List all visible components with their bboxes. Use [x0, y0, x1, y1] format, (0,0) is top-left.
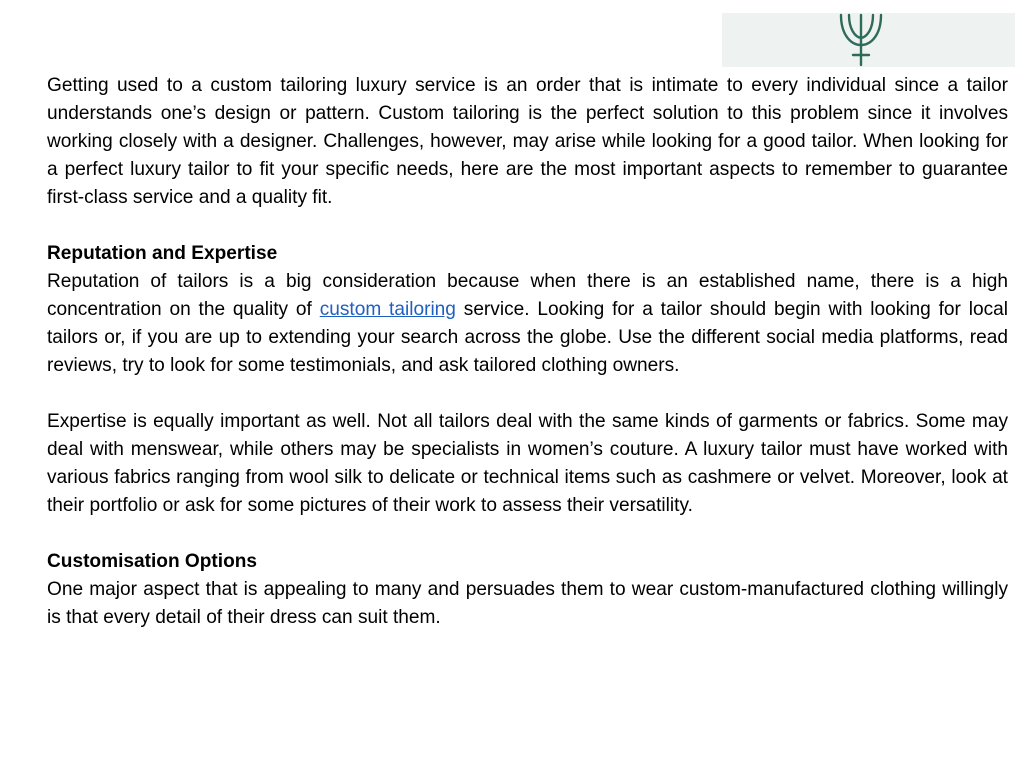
- reputation-text-before-link: Reputation of tailors is a big consideration because when there is an established name, there is a high concentration on the quality of: [47, 271, 1008, 320]
- reputation-paragraph: [47, 268, 1008, 380]
- section-heading-customisation: Customisation Options: [47, 551, 258, 572]
- trident-logo-icon: [831, 13, 891, 67]
- paragraph-spacer: [47, 380, 1008, 408]
- intro-paragraph: Getting used to a custom tailoring luxury service is an order that is intimate to every individual since a tailor understands one’s design or pattern. Custom tailoring is the perfect solution to this problem since it involves working closely with a designer. Challenges, however, may arise while looking for a good tailor. When looking for a perfect luxury tailor to fit your specific needs, here are the most important aspects to remember to guarantee first-class service and a quality fit.: [47, 75, 1008, 208]
- expertise-paragraph: Expertise is equally important as well. Not all tailors deal with the same kinds of garments or fabrics. Some may deal with menswear, while others may be specialists in women’s couture. A luxury tailor must have worked with various fabrics ranging from wool silk to delicate or technical items such as cashmere or velvet. Moreover, look at their portfolio or ask for some pictures of their work to assess their versatility.: [47, 411, 1008, 516]
- article-body: [47, 72, 1008, 632]
- reputation-text-after-link: service. Looking for a tailor should begin with looking for local tailors or, if you are up to extending your search across the globe. Use the different social media platforms, read reviews, try to look for some testimonials, and ask tailored clothing owners.: [47, 299, 1009, 376]
- custom-tailoring-link[interactable]: custom tailoring: [319, 299, 456, 320]
- paragraph-spacer: [47, 212, 1008, 240]
- brand-logo: [722, 13, 1015, 67]
- paragraph-spacer: [47, 520, 1008, 548]
- customisation-paragraph: One major aspect that is appealing to many and persuades them to wear custom-manufactured clothing willingly is that every detail of their dress can suit them.: [47, 579, 1008, 628]
- section-heading-reputation: Reputation and Expertise: [47, 243, 278, 264]
